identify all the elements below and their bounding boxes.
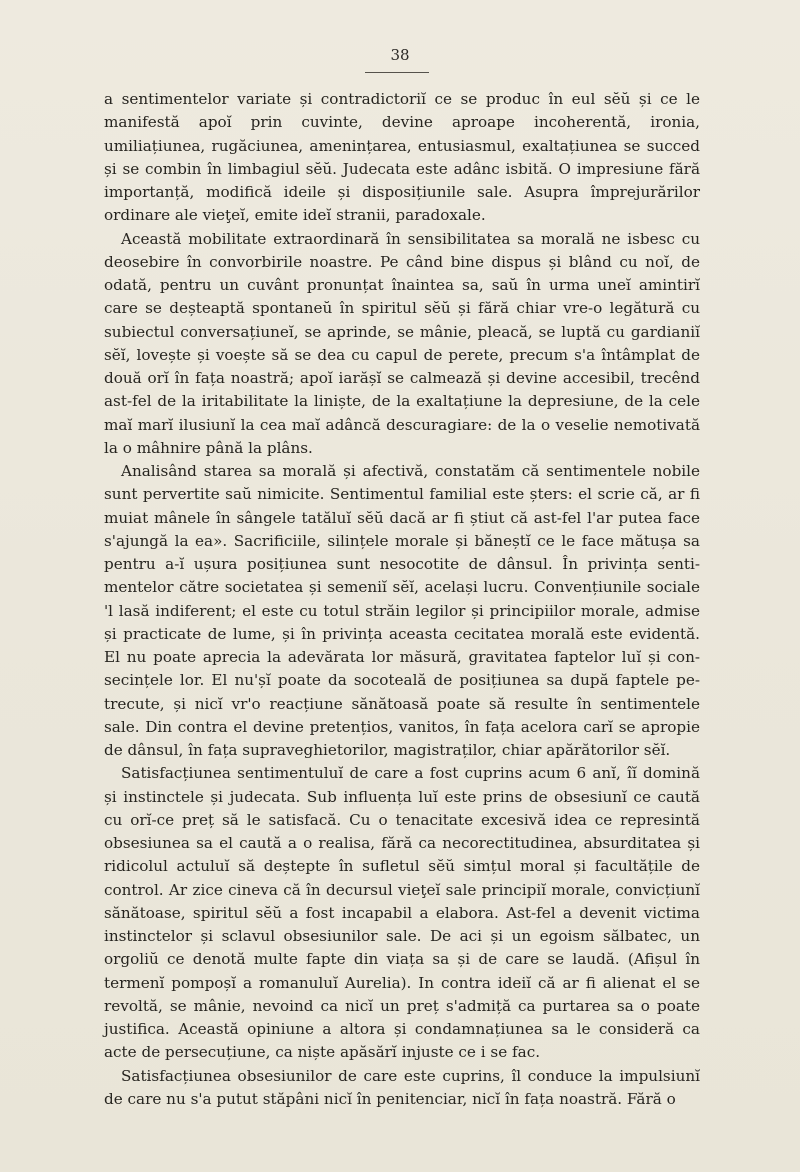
- paragraph: Satisfacțiunea sentimentuluĭ de care a fost cuprins acum 6 anĭ, îĭ domină și instinctele și judecata. Sub influența luĭ este prins de obsesiunĭ ce caută cu orĭ-ce preț să le satisfacă. Cu o tenacitate excesivă idea ce represintă obsesiunea sa el caută a o realisa, fără ca necorectitudinea, absurditatea și ridicolul actuluĭ să deștepte în sufletul sĕŭ simțul moral și facultățile de control. Ar zice cineva că în decursul vieţeĭ sale principiĭ morale, convicțiunĭ sănătoase, spiritul sĕŭ a fost incapabil a elabora. Ast-fel a devenit victima instinctelor și sclavul obsesiunilor sale. De aci și un egoism sălbatec, un orgoliŭ ce denotă multe fapte din viața sa și de care se laudă. (Afișul în termenĭ pompoșĭ a romanuluĭ Aurelia). In contra ideiĭ că ar fi alienat el se revoltă, se mânie, nevoind ca nicĭ un preț s'admiță ca purtarea sa o poate justifica. Această opiniune a altora și condamnațiunea sa le consideră ca acte de persecuțiune, ca niște apăsărĭ injuste ce i se fac.: [104, 764, 700, 1062]
- paragraph: Satisfacțiunea obsesiunilor de care este cuprins, îl conduce la impulsiunĭ de care nu s'a putut stăpâni nicĭ în penitenciar, nicĭ în fața noastră. Fără o: [104, 1066, 700, 1108]
- paragraph: Analisând starea sa morală și afectivă, constatăm că sentimentele nobile sunt pervertite saŭ nimicite. Sentimentul familial este șters: el scrie că, ar fi muiat mânele în sângele tatăluĭ sĕŭ dacă ar fi știut că ast-fel l'ar putea face s'ajungă la ea». Sacrificiile, silințele morale și băneștĭ ce le face mătușa sa pentru a-ĭ ușura posițiunea sunt nesocotite de dânsul. În privința senti-mentelor către societatea și semeniĭ sĕĭ, același lucru. Convențiunile sociale 'l lasă indiferent; el este cu totul străin legilor și principiilor morale, admise și practicate de lume, și în privința aceasta cecitatea morală este evidentă. El nu poate aprecia la adevărata lor măsură, gravitatea faptelor luĭ și con-secințele lor. El nu'șĭ poate da socoteală de posițiunea sa după faptele pe-trecute, și nicĭ vr'o reacțiune sănătoasă poate să resulte în sentimentele sale. Din contra el devine pretențios, vanitos, în fața acelora carĭ se apropie de dânsul, în fața supraveghietorilor, magistraților, chiar apărătorilor sĕĭ.: [104, 462, 700, 759]
- paragraph: Această mobilitate extraordinară în sensibilitatea sa morală ne isbesc cu deosebire în convorbirile noastre. Pe când bine dispus și blând cu noĭ, de odată, pentru un cuvânt pronunțat înaintea sa, saŭ în urma uneĭ amintirĭ care se deșteaptă spontaneŭ în spiritul sĕŭ și fără chiar vre-o legătură cu subiectul conversațiuneĭ, se aprinde, se mânie, pleacă, se luptă cu gardianiĭ sĕĭ, lovește și voește să se dea cu capul de perete, precum s'a întâmplat de două orĭ în fața noastră; apoĭ iarășĭ se calmează și devine accesibil, trecênd ast-fel de la iritabilitate la liniște, de la exaltațiune la depresiune, de la cele maĭ marĭ ilusiunĭ la cea maĭ adâncă descuragiare: de la o veselie nemotivată la o mâhnire până la plâns.: [104, 229, 700, 457]
- body-text: [104, 88, 700, 1111]
- page-number: 38: [390, 46, 410, 64]
- paragraph: a sentimentelor variate și contradictoriĭ ce se produc în eul sĕŭ și ce le manifestă apoĭ prin cuvinte, devine aproape incoherentă, ironia, umiliațiunea, rugăciunea, amenințarea, entusiasmul, exaltațiunea se succed și se combin în limbagiul sĕŭ. Judecata este adânc isbită. O impresiune fără importanță, modifică ideile și disposițiunile sale. Asupra împrejurărilor ordinare ale vieţeĭ, emite ideĭ stranii, paradoxale.: [104, 90, 700, 225]
- header-rule: [365, 72, 429, 73]
